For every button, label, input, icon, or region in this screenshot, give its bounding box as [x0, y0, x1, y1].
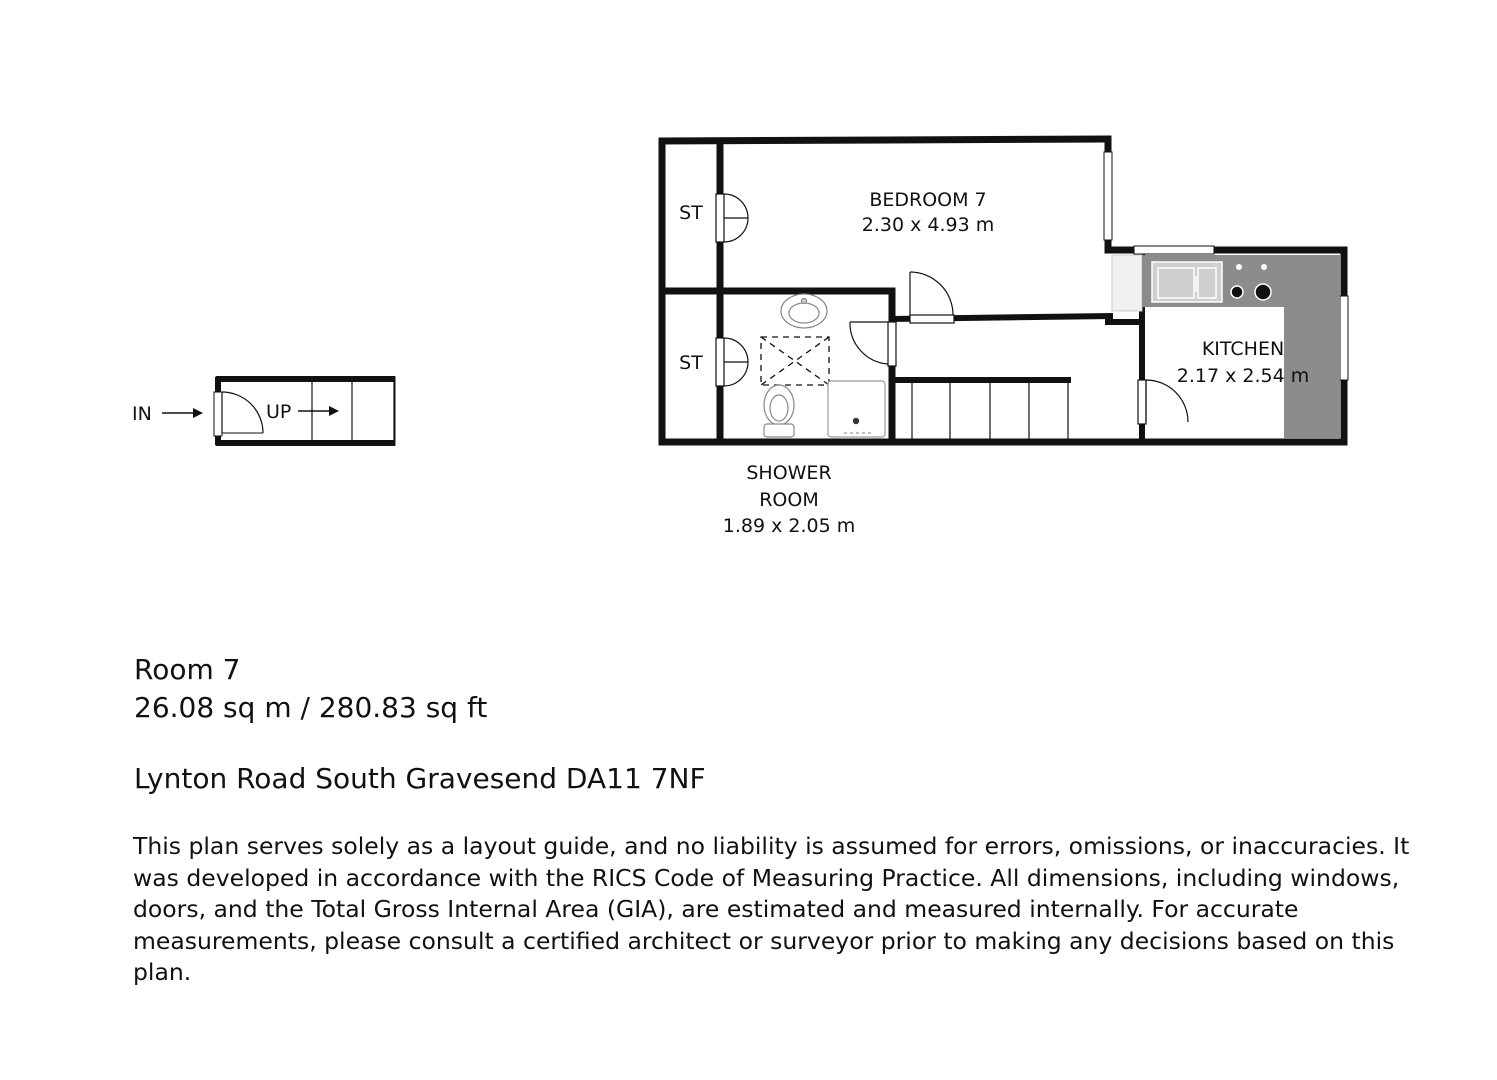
room-area: 26.08 sq m / 280.83 sq ft [134, 691, 488, 724]
sink-icon [1152, 262, 1222, 302]
bedroom-size: 2.30 x 4.93 m [861, 214, 995, 236]
in-label: IN [132, 403, 152, 425]
shower-room-name-line2: ROOM [759, 489, 819, 511]
kitchen-name: KITCHEN [1201, 338, 1285, 360]
property-address: Lynton Road South Gravesend DA11 7NF [134, 762, 706, 795]
shower-room-door [850, 322, 896, 366]
bedroom-name: BEDROOM 7 [869, 189, 987, 211]
shower-tray-icon [761, 337, 829, 385]
up-arrow [298, 406, 339, 416]
room-title: Room 7 [134, 653, 241, 686]
basin-icon [781, 294, 827, 328]
kitchen-size: 2.17 x 2.54 m [1176, 365, 1310, 387]
storage-top-label: ST [679, 202, 703, 224]
bedroom-door [910, 272, 954, 323]
shower-room-size: 1.89 x 2.05 m [722, 515, 856, 537]
disclaimer-text: This plan serves solely as a layout guide, and no liability is assumed for errors, omissions, or inaccuracies. It was developed in accordance with the RICS Code of Measuring Practice. All dimensions, including windows, doors, and the Total Gross Internal Area (GIA), are estimated and measured internally. For accurate measurements, please consult a certified architect or surveyor prior to making any decisions based on this plan. [133, 832, 1410, 986]
toilet-icon [764, 385, 794, 437]
internal-stairs [912, 383, 1068, 439]
up-label: UP [266, 401, 292, 423]
shower-base-icon [828, 381, 885, 437]
storage-bottom-label: ST [679, 352, 703, 374]
shower-room-name-line1: SHOWER [746, 462, 832, 484]
in-arrow [162, 408, 203, 418]
